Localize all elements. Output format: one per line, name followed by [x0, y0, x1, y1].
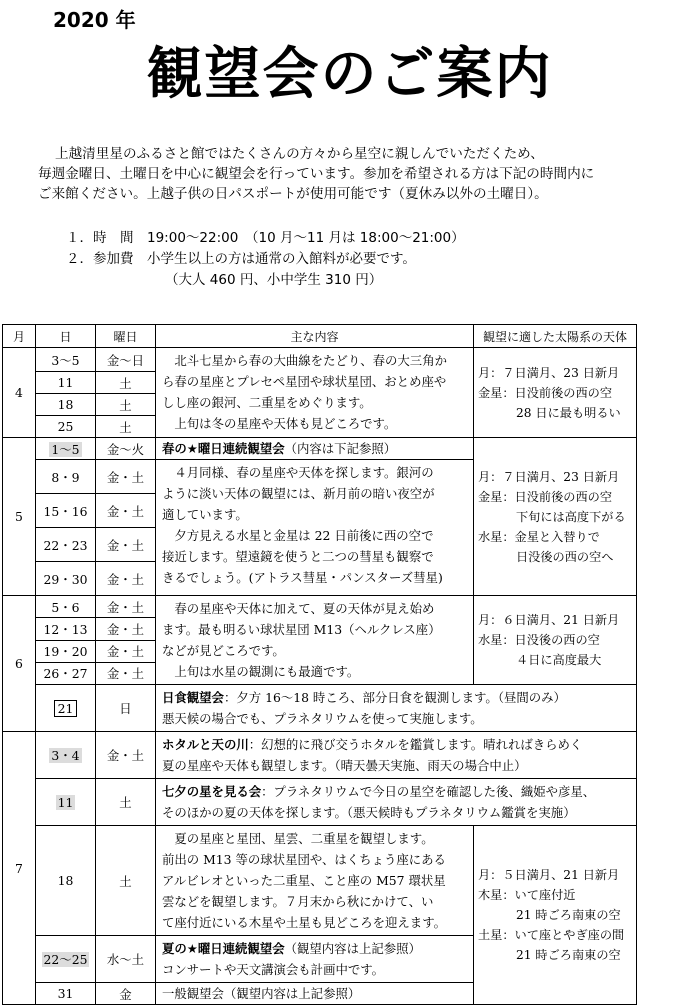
content-line: 夕方見える水星と金星は 22 日前後に西の空で [174, 528, 434, 543]
content-line: きるでしょう。(アトラス彗星・パンスターズ彗星) [162, 570, 443, 585]
day-cell [36, 438, 96, 460]
planet-line: 下旬には高度下がる [516, 509, 626, 524]
day-highlight: 3・4 [51, 748, 80, 763]
event-line: コンサートや天文講演会も計画中です。 [162, 962, 385, 977]
weekday-cell: 土 [96, 779, 156, 826]
content-line: ように淡い天体の観望には、新月前の暗い夜空が [162, 486, 435, 501]
table-row [3, 732, 637, 779]
planets-cell [474, 348, 637, 438]
firefly-title: ホタルと天の川 [162, 737, 249, 752]
table-row [3, 438, 637, 460]
firefly-line: ：幻想的に飛び交うホタルを鑑賞します。晴れればきらめく [248, 737, 583, 752]
day-cell: 18 [36, 394, 96, 416]
table-row [3, 826, 637, 936]
planets-cell [474, 596, 637, 685]
intro-line: 上越清里星のふるさと館ではたくさんの方々から星空に親しんでいただくため、 [55, 146, 544, 162]
day-cell: 12・13 [36, 618, 96, 640]
content-line: 適しています。 [162, 507, 248, 522]
weekday-cell: 金・土 [96, 460, 156, 494]
info-list [66, 228, 465, 291]
weekday-cell: 金・土 [96, 640, 156, 662]
header-planets: 観望に適した太陽系の天体 [474, 325, 637, 348]
intro-line: 毎週金曜日、土曜日を中心に観望会を行っています。参加を希望される方は下記の時間内に [38, 166, 595, 182]
event-cell: 一般観望会（観望内容は上記参照） [156, 983, 474, 1005]
day-cell: 19・20 [36, 640, 96, 662]
weekday-cell: 金・土 [96, 562, 156, 596]
month-cell: 6 [3, 596, 36, 732]
event-note: （内容は下記参照） [284, 441, 397, 456]
planet-line: 21 時ごろ南東の空 [516, 948, 621, 962]
day-cell [36, 936, 96, 983]
weekday-cell: 日 [96, 685, 156, 732]
header-content: 主な内容 [156, 325, 474, 348]
month-cell: 4 [3, 348, 36, 438]
month-cell: 5 [3, 438, 36, 596]
fee-detail: （大人 460 円、小中学生 310 円） [165, 272, 383, 288]
weekday-cell: 土 [96, 372, 156, 394]
day-cell: 11 [36, 372, 96, 394]
content-line: ４月同様、春の星座や天体を探します。銀河の [174, 465, 434, 480]
weekday-cell: 土 [96, 826, 156, 936]
month-cell: 7 [3, 732, 36, 1005]
header-weekday: 曜日 [96, 325, 156, 348]
weekday-cell: 水～土 [96, 936, 156, 983]
eclipse-line: ：夕方 16～18 時ころ、部分日食を観測します。（昼間のみ） [223, 690, 566, 705]
content-cell [156, 826, 474, 936]
eclipse-title: 日食観望会 [162, 690, 224, 705]
event-note: （観望内容は上記参照） [284, 941, 421, 956]
table-row [3, 348, 637, 372]
planets-cell [474, 438, 637, 596]
eclipse-cell [156, 685, 637, 732]
weekday-cell: 金・土 [96, 528, 156, 562]
table-row [3, 596, 637, 618]
content-line: 前出の M13 等の球状星団や、はくちょう座にある [162, 852, 446, 867]
planet-line: 月：６日満月、21 日新月 [478, 613, 620, 627]
day-cell: 22・23 [36, 528, 96, 562]
intro-paragraph [38, 144, 678, 204]
content-line: などが見どころです。 [162, 643, 285, 658]
content-cell [156, 596, 474, 685]
table-header-row [3, 325, 637, 348]
planets-cell [474, 826, 637, 1005]
firefly-line: 夏の星座や天体も観望します。（晴天曇天実施、雨天の場合中止） [162, 758, 527, 773]
year-label: 2020 年 [53, 8, 136, 32]
tanabata-title: 七夕の星を見る会 [162, 784, 262, 799]
weekday-cell: 金～日 [96, 348, 156, 372]
content-line: 接近します。望遠鏡を使うと二つの彗星も観察で [162, 549, 434, 564]
planet-line: 金星：日没前後の西の空 [478, 489, 613, 504]
content-line: 雲などを観望します。７月末から秋にかけて、い [162, 894, 434, 909]
tanabata-line: そのほかの夏の天体を探します。（悪天候時もプラネタリウム鑑賞を実施） [162, 805, 576, 820]
planet-line: 水星：金星と入替りで [478, 529, 600, 544]
content-line: しし座の銀河、二重星をめぐります。 [162, 395, 372, 410]
day-cell: 26・27 [36, 662, 96, 684]
content-line: 春の星座や天体に加えて、夏の天体が見え始め [174, 601, 435, 616]
planet-line: 月：７日満月、23 日新月 [478, 365, 620, 380]
weekday-cell: 金～火 [96, 438, 156, 460]
day-cell: 15・16 [36, 494, 96, 528]
day-cell: 18 [36, 826, 96, 936]
day-cell [36, 732, 96, 779]
table-row [3, 685, 637, 732]
day-cell: 29・30 [36, 562, 96, 596]
weekday-cell: 金・土 [96, 596, 156, 618]
day-highlight: 11 [57, 794, 74, 810]
event-cell [156, 438, 474, 460]
planet-line: 金星：日没前後の西の空 [478, 385, 613, 400]
planet-line: 21 時ごろ南東の空 [516, 908, 621, 922]
day-cell: 31 [36, 983, 96, 1005]
content-line: 上旬は水星の観測にも最適です。 [174, 664, 360, 679]
weekday-cell: 金 [96, 983, 156, 1005]
planet-line: 28 日に最も明るい [516, 405, 621, 420]
content-cell [156, 460, 474, 596]
firefly-cell [156, 732, 637, 779]
content-line: 北斗七星から春の大曲線をたどり、春の大三角か [174, 353, 447, 368]
event-cell [156, 936, 474, 983]
weekday-cell: 金・土 [96, 618, 156, 640]
day-highlight: 1～5 [51, 441, 80, 457]
day-cell: 3～5 [36, 348, 96, 372]
content-line: 夏の星座と星団、星雲、二重星を観望します。 [174, 831, 434, 846]
event-title: 夏の★曜日連続観望会 [162, 941, 285, 956]
header-month: 月 [3, 325, 36, 348]
planet-line: ４日に高度最大 [516, 653, 602, 667]
weekday-cell: 土 [96, 394, 156, 416]
day-cell: 8・9 [36, 460, 96, 494]
day-highlight: 22～25 [43, 952, 88, 967]
planet-line: 木星：いて座付近 [478, 888, 576, 902]
planet-line: 月：７日満月、23 日新月 [478, 469, 620, 484]
content-line: ます。最も明るい球状星団 M13（ヘルクレス座） [162, 622, 441, 637]
schedule-table [2, 324, 637, 1005]
time-item: １．時 間 19:00～22:00 （10 月～11 月は 18:00～21:00） [66, 230, 465, 246]
content-line: ら春の星座とプレセペ星団や球状星団、おとめ座や [162, 374, 447, 389]
weekday-cell: 金・土 [96, 494, 156, 528]
table-row [3, 779, 637, 826]
content-line: て座付近にいる木星や土星も見どころを迎えます。 [162, 915, 446, 930]
day-boxed: 21 [54, 700, 78, 717]
weekday-cell: 金・土 [96, 662, 156, 684]
page-title: 観望会のご案内 [146, 42, 553, 107]
planet-line: 月：５日満月、21 日新月 [478, 868, 620, 882]
weekday-cell: 土 [96, 416, 156, 438]
day-cell: 25 [36, 416, 96, 438]
intro-line: ご来館ください。上越子供の日パスポートが使用可能です（夏休み以外の土曜日）。 [38, 186, 548, 202]
eclipse-line: 悪天候の場合でも、プラネタリウムを使って実施します。 [162, 711, 483, 726]
planet-line: 水星：日没後の西の空 [478, 633, 600, 647]
weekday-cell: 金・土 [96, 732, 156, 779]
content-cell [156, 348, 474, 438]
planet-line: 土星：いて座とやぎ座の間 [478, 928, 625, 942]
day-cell [36, 685, 96, 732]
fee-item: ２．参加費 小学生以上の方は通常の入館料が必要です。 [66, 251, 416, 267]
event-title: 春の★曜日連続観望会 [162, 441, 285, 456]
day-cell [36, 779, 96, 826]
day-cell: 5・6 [36, 596, 96, 618]
planet-line: 日没後の西の空へ [516, 549, 614, 564]
content-line: アルビレオといった二重星、こと座の M57 環状星 [162, 873, 446, 888]
tanabata-cell [156, 779, 637, 826]
tanabata-line: ：プラネタリウムで今日の星空を確認した後、織姫や彦星、 [261, 784, 596, 799]
content-line: 上旬は冬の星座や天体も見どころです。 [174, 416, 397, 431]
header-day: 日 [36, 325, 96, 348]
